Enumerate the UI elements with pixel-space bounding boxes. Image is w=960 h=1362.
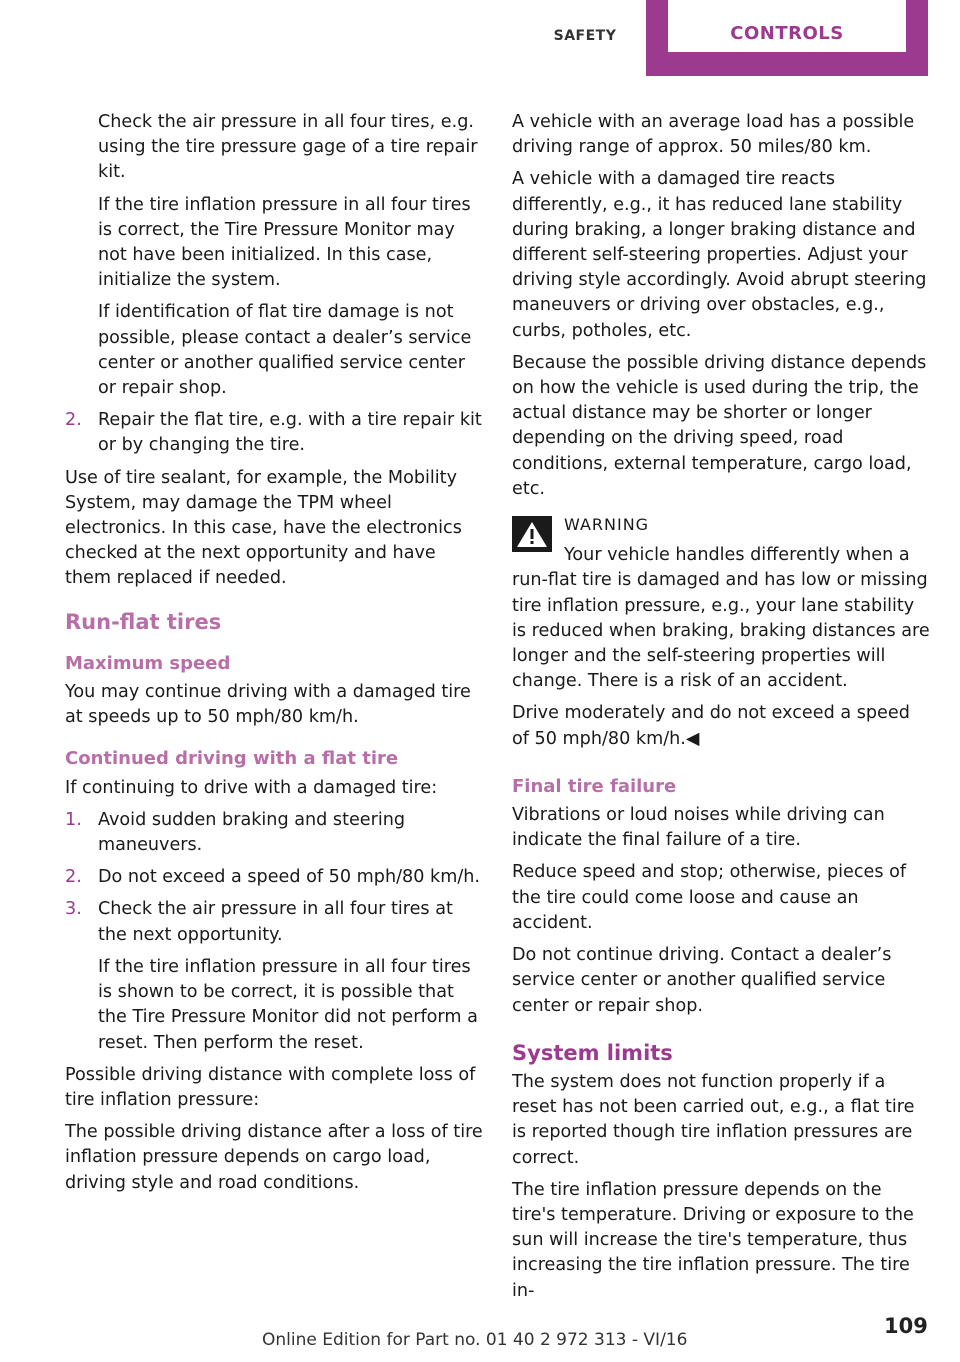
- warning-triangle-icon: [512, 516, 552, 552]
- paragraph: Reduce speed and stop; otherwise, pieces of the tire could come loose and cause an accident.: [512, 862, 907, 933]
- tab-controls: [646, 0, 928, 76]
- paragraph: The system does not function properly if a reset has not been carried out, e.g., a flat tire is reported though tire inflation pressures are correct.: [512, 1071, 915, 1168]
- subsection-heading: Final tire failure: [512, 775, 677, 797]
- warning-heading: WARNING: [564, 515, 650, 535]
- list-text: Avoid sudden braking and steering maneuvers.: [98, 809, 406, 856]
- section-heading: System limits: [512, 1040, 673, 1065]
- warning-box: [512, 512, 930, 752]
- paragraph: A vehicle with an average load has a possible driving range of approx. 50 miles/80 km.: [512, 112, 915, 158]
- list-text: Repair the flat tire, e.g. with a tire repair kit or by changing the tire.: [98, 410, 482, 456]
- list-item: [65, 408, 483, 458]
- list-number: 2.: [65, 867, 82, 888]
- left-column: [65, 110, 483, 1203]
- paragraph: The tire inflation pressure depends on the tire's temperature. Driving or exposure to the sun will increase the tire's temperature, thus increasing the tire inflation pressure. The tire in-: [512, 1179, 914, 1301]
- footer-edition: Online Edition for Part no. 01 40 2 972 313 - VI/16: [262, 1330, 688, 1350]
- list-number: 2.: [65, 410, 82, 431]
- subsection-heading: Continued driving with a flat tire: [65, 748, 399, 770]
- tab-safety: SAFETY: [553, 28, 617, 44]
- paragraph: If the tire inflation pressure in all four tires is correct, the Tire Pressure Monitor may not have been initialized. In this case, initialize the system.: [98, 194, 471, 291]
- warning-end: Drive moderately and do not exceed a speed of 50 mph/80 km/h.◀: [512, 703, 910, 749]
- paragraph: Do not continue driving. Contact a dealer’s service center or another qualified service center or repair shop.: [512, 945, 892, 1016]
- list-text: Check the air pressure in all four tires at the next opportunity.: [98, 899, 453, 945]
- paragraph: A vehicle with a damaged tire reacts differently, e.g., it has reduced lane stability during braking, a longer braking distance and different self-steering properties. Adjust your driving style accordingly. Avoid abrupt steering maneuvers or driving over obstacles, e.g., curbs, potholes, etc.: [512, 169, 927, 341]
- paragraph: The possible driving distance after a loss of tire inflation pressure depends on cargo load, driving style and road conditions.: [65, 1122, 483, 1193]
- list-item: [65, 897, 483, 947]
- warning-text: Your vehicle handles differently when a run-flat tire is damaged and has low or missing tire inflation pressure, e.g., your lane stability is reduced when braking, braking distances are longer and the self-steering properties will change. There is a risk of an accident.: [512, 545, 930, 692]
- subsection-heading: Maximum speed: [65, 652, 231, 674]
- list-item: [65, 808, 483, 858]
- list-text: Do not exceed a speed of 50 mph/80 km/h.: [98, 867, 481, 888]
- list-number: 3.: [65, 899, 82, 920]
- paragraph: Check the air pressure in all four tires, e.g. using the tire pressure gage of a tire repair kit.: [98, 112, 478, 183]
- tab-controls-label: CONTROLS: [668, 0, 906, 52]
- paragraph: If the tire inflation pressure in all four tires is shown to be correct, it is possible that the Tire Pressure Monitor did not perform a reset. Then perform the reset.: [98, 956, 478, 1053]
- paragraph: Vibrations or loud noises while driving can indicate the final failure of a tire.: [512, 805, 885, 851]
- list-number: 1.: [65, 809, 82, 830]
- paragraph: If identification of flat tire damage is not possible, please contact a dealer’s service center or another qualified service center or repair shop.: [98, 302, 472, 399]
- paragraph: Possible driving distance with complete loss of tire inflation pressure:: [65, 1064, 476, 1110]
- paragraph: You may continue driving with a damaged tire at speeds up to 50 mph/80 km/h.: [65, 682, 471, 728]
- paragraph: Because the possible driving distance depends on how the vehicle is used during the trip, the actual distance may be shorter or longer depending on the driving speed, road conditions, external temperature, cargo load, etc.: [512, 352, 927, 499]
- paragraph: Use of tire sealant, for example, the Mobility System, may damage the TPM wheel electronics. In this case, have the electronics checked at the next opportunity and have them replaced if needed.: [65, 467, 462, 589]
- right-column: [512, 110, 930, 1311]
- page-number: 109: [884, 1314, 928, 1338]
- paragraph: If continuing to drive with a damaged tire:: [65, 777, 438, 798]
- section-heading: Run-flat tires: [65, 609, 222, 634]
- list-item: [65, 865, 483, 890]
